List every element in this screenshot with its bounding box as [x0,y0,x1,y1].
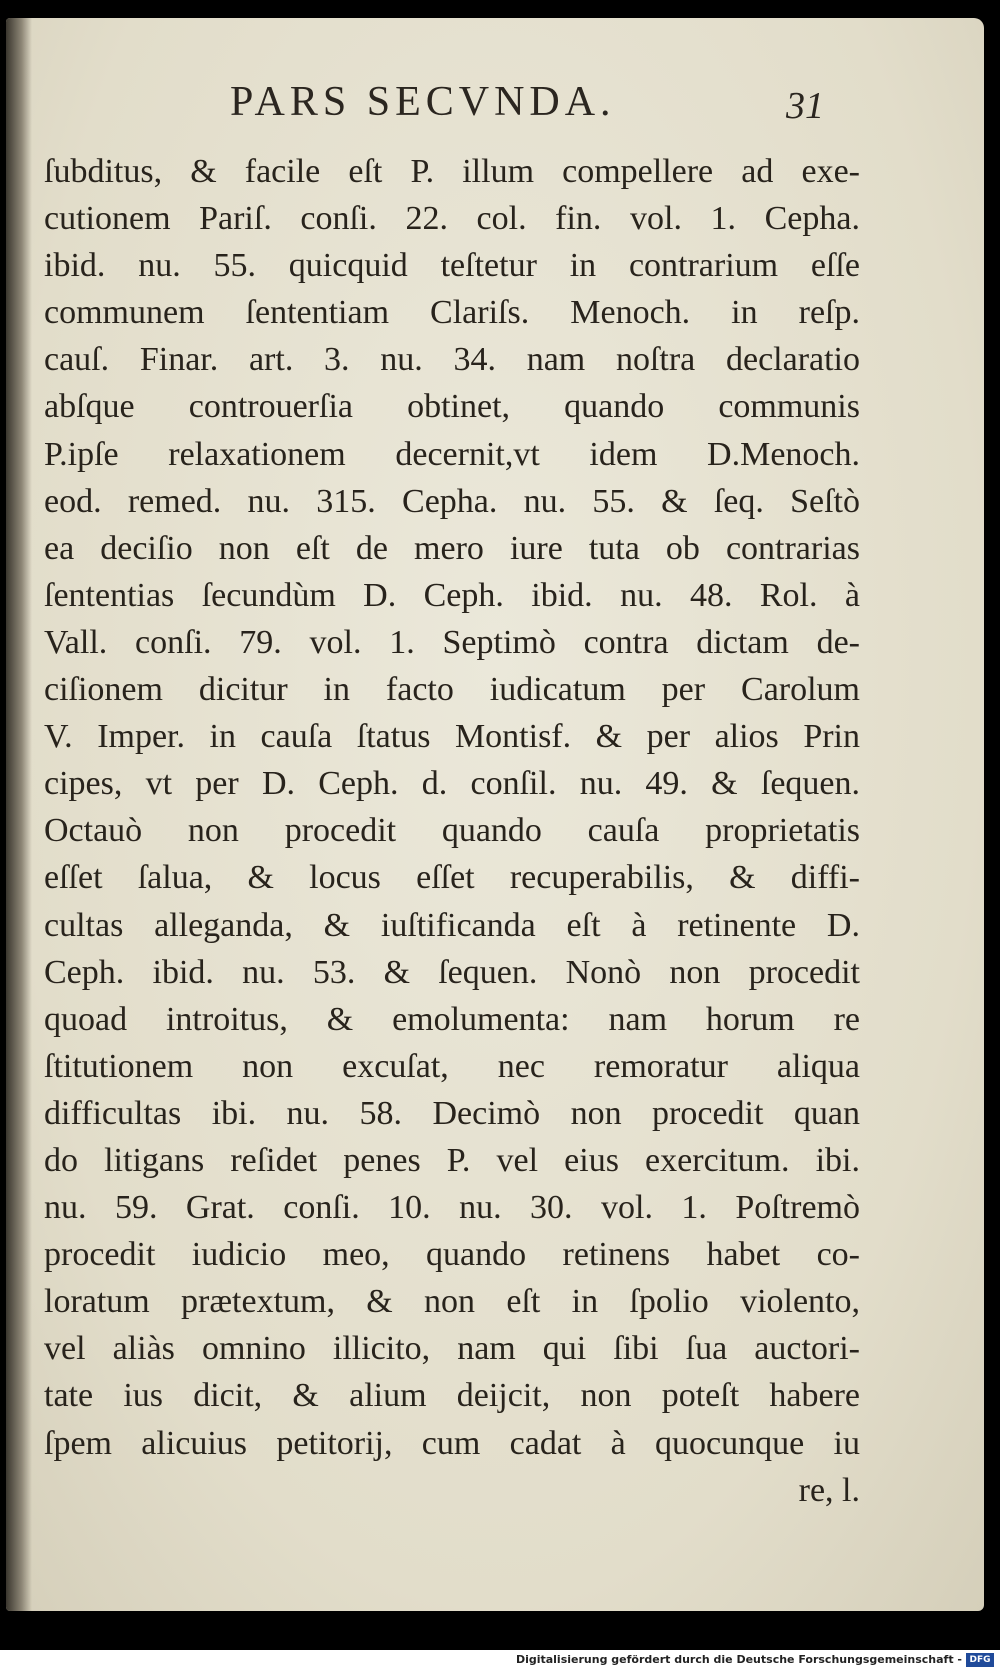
text-line: quoad introitus, & emolumenta: nam horum re [44,1000,860,1038]
text-line: ea deciſio non eſt de mero iure tuta ob contrarias [44,529,860,567]
text-line: ibid. nu. 55. quicquid teſtetur in contrarium eſſe [44,247,860,285]
footer-bar [0,1650,1000,1672]
text-line: ciſionem dicitur in facto iudicatum per Carolum [44,671,860,709]
text-line: communem ſententiam Clariſs. Menoch. in reſp. [44,294,860,332]
text-line: vel aliàs omnino illicito, nam qui ſibi ſua auctori- [44,1330,860,1368]
text-line: ſententias ſecundùm D. Ceph. ibid. nu. 48. Rol. à [44,576,860,614]
text-line: difficultas ibi. nu. 58. Decimò non procedit quan [44,1094,860,1132]
text-line: ſpem alicuius petitorij, cum cadat à quocunque iu [44,1424,860,1462]
page-number: 31 [786,85,824,127]
text-line: Ceph. ibid. nu. 53. & ſequen. Nonò non procedit [44,953,860,991]
text-line: re, l. [798,1471,860,1509]
dfg-logo: DFG [966,1653,994,1667]
footer-credit: Digitalisierung gefördert durch die Deutsche Forschungsgemeinschaft - [515,1653,962,1666]
text-line: cauſ. Finar. art. 3. nu. 34. nam noſtra declaratio [44,341,860,379]
text-line: do litigans reſidet penes P. vel eius exercitum. ibi. [44,1141,860,1179]
book-page [6,18,984,1611]
text-line: cipes, vt per D. Ceph. d. conſil. nu. 49. & ſequen. [44,765,860,803]
text-line: eſſet ſalua, & locus eſſet recuperabilis, & diffi- [44,859,860,897]
text-line: procedit iudicio meo, quando retinens habet co- [44,1236,860,1274]
body-text [44,148,860,1514]
running-head-title: PARS SECVNDA. [230,79,616,125]
text-line: ſtitutionem non excuſat, nec remoratur aliqua [44,1047,860,1085]
text-line: abſque controuerſia obtinet, quando communis [44,388,860,426]
page-gutter-shadow [6,18,32,1611]
text-line: loratum prætextum, & non eſt in ſpolio violento, [44,1283,860,1321]
text-line: ſubditus, & facile eſt P. illum compellere ad exe- [44,153,860,190]
text-line: cultas alleganda, & iuſtificanda eſt à retinente D. [44,906,860,944]
text-line: V. Imper. in cauſa ſtatus Montisf. & per alios Prin [44,718,860,756]
text-line: Vall. conſi. 79. vol. 1. Septimò contra dictam de- [44,623,860,661]
text-line: nu. 59. Grat. conſi. 10. nu. 30. vol. 1. Poſtremò [44,1189,860,1227]
text-line: P.ipſe relaxationem decernit,vt idem D.Menoch. [44,435,860,473]
text-line: tate ius dicit, & alium deijcit, non poteſt habere [44,1377,860,1415]
text-line: Octauò non procedit quando cauſa proprietatis [44,812,860,850]
text-line: eod. remed. nu. 315. Cepha. nu. 55. & ſeq. Seſtò [44,482,860,520]
text-line: cutionem Pariſ. conſi. 22. col. fin. vol. 1. Cepha. [44,200,860,238]
